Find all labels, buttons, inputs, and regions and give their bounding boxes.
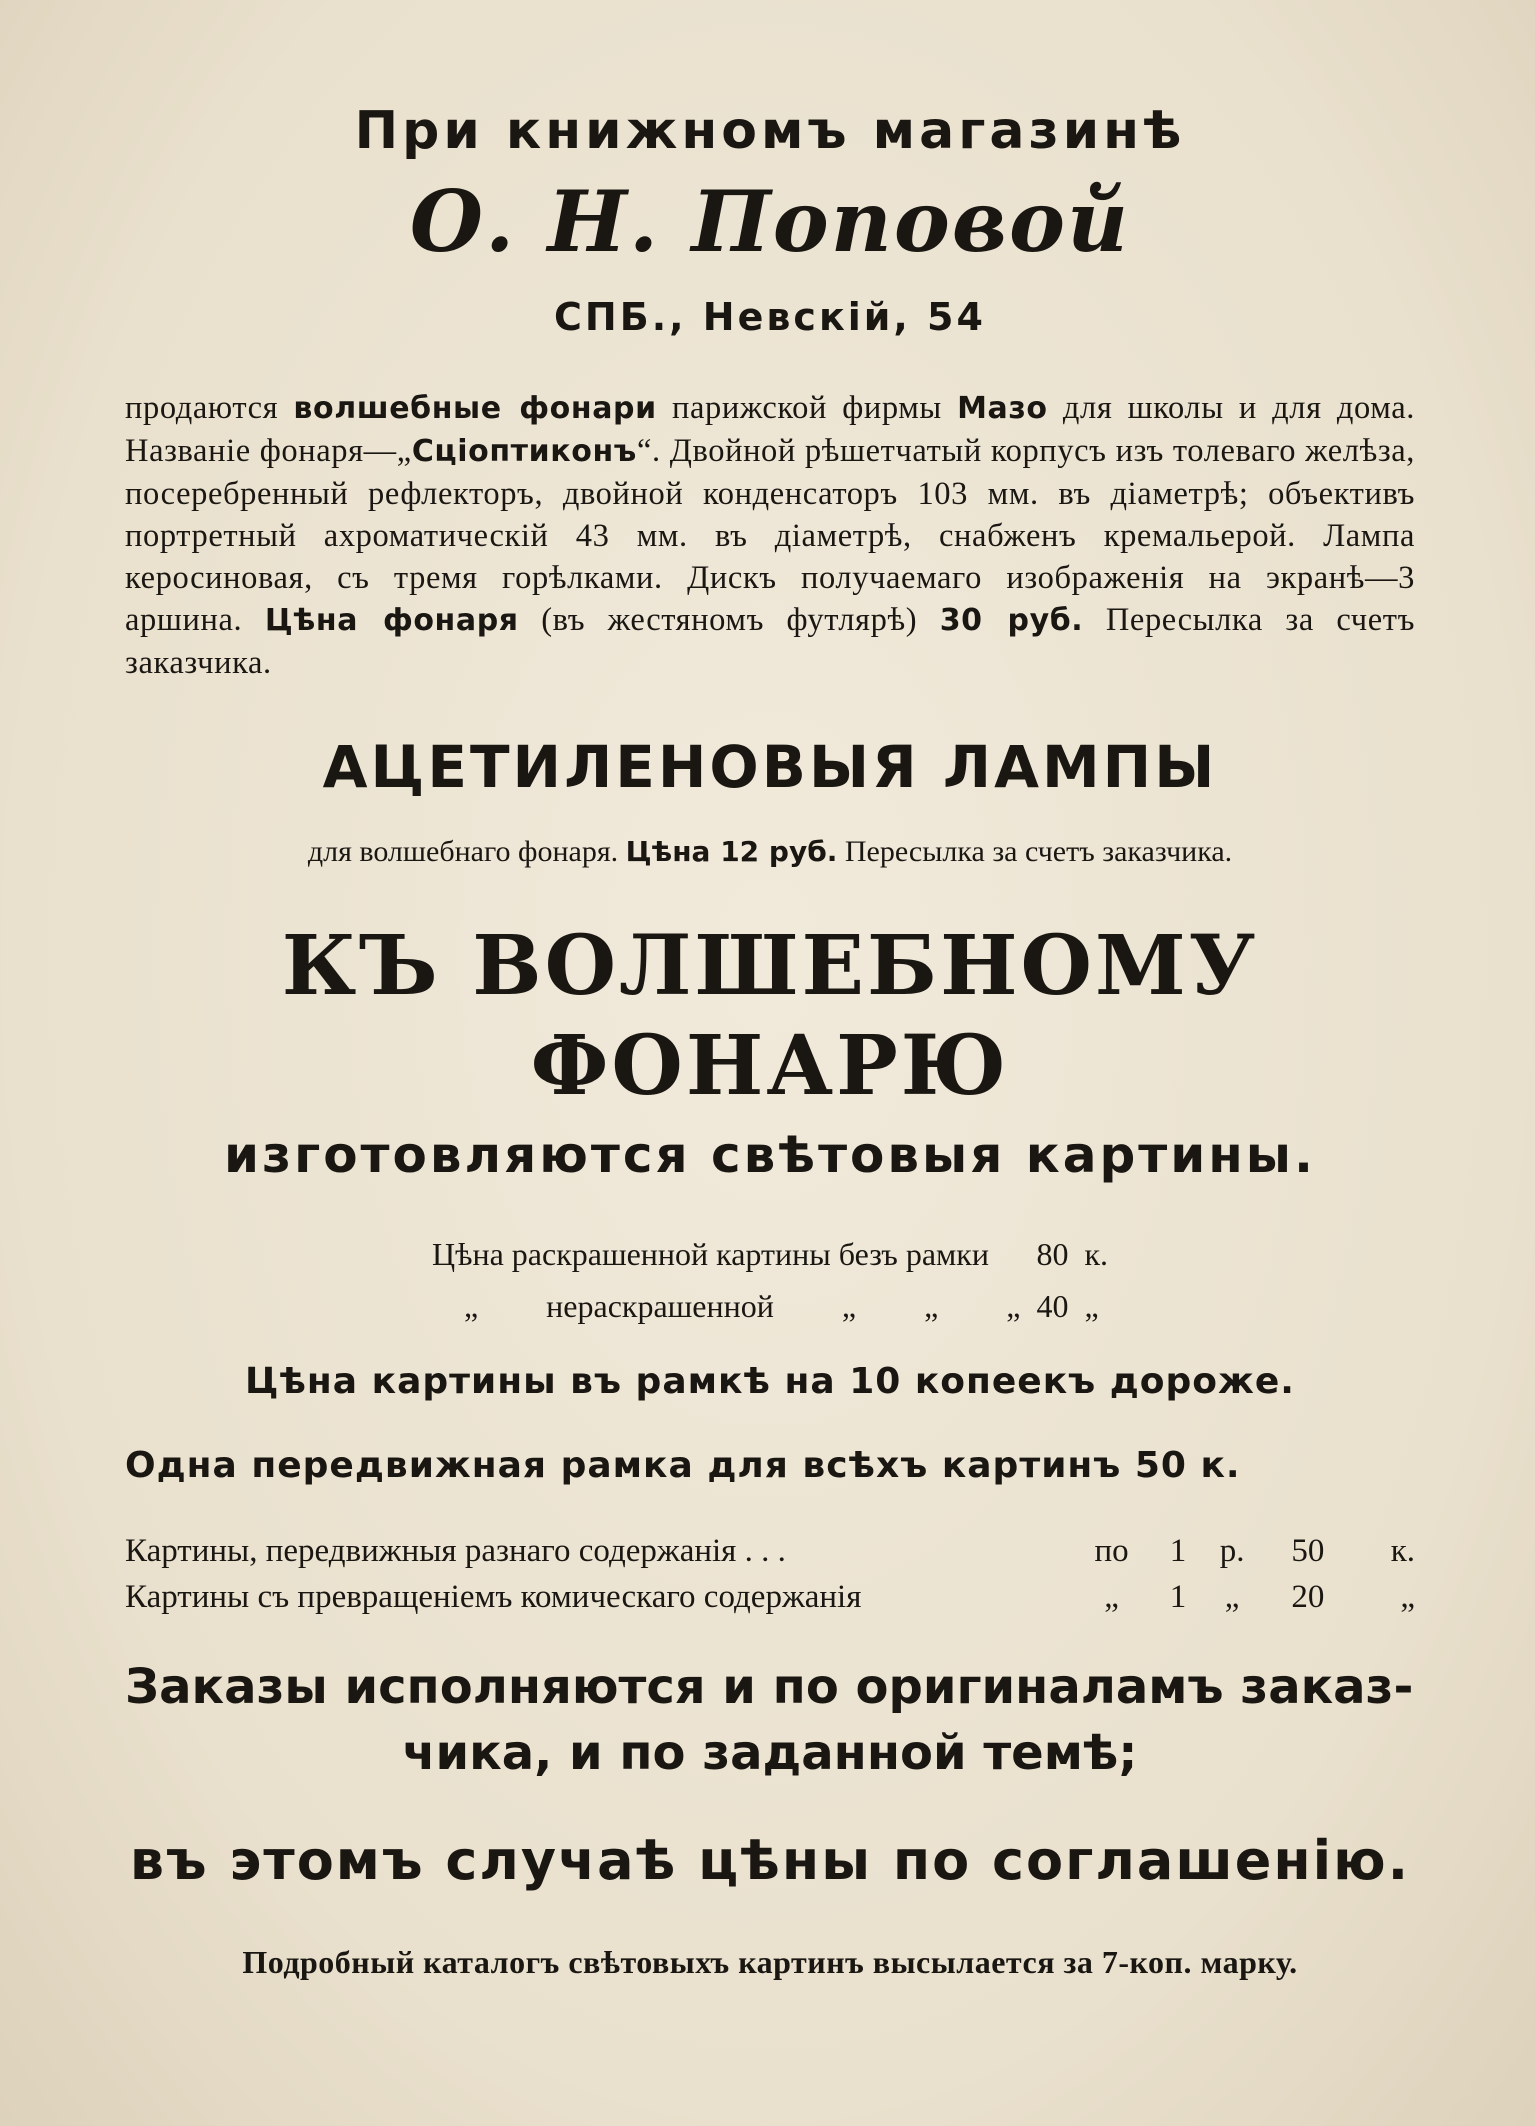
text-span: “. Двойной рѣшетчатый корпусъ изъ толеваго желѣза, посеребренный рефлекторъ, двойной конденсаторъ 103 мм. въ діаметрѣ; объективъ портретный ахроматическій 43 мм. въ діаметрѣ, снабженъ кремальерой. Лампа керосиновая, съ тремя горѣлками. Дискъ получаемаго изображенія на экранѣ—3 аршина.	[125, 433, 1416, 638]
price-unit: „	[1084, 1288, 1099, 1324]
picture-items-table	[125, 1528, 1415, 1620]
bold-span: Цѣна фонаря	[264, 603, 519, 638]
price-label: „ нераскрашенной „ „ „	[463, 1288, 1021, 1324]
price-value: 80	[1036, 1236, 1069, 1272]
shop-address: СПБ., Невскій, 54	[554, 295, 986, 339]
orders-line-2: чика, и по заданной темѣ;	[402, 1725, 1138, 1781]
item-cell: 50	[1291, 1533, 1325, 1569]
item-cell: по	[1094, 1533, 1129, 1569]
text-span: Пересылка за счетъ заказчика.	[837, 835, 1233, 868]
item-label: Картины, передвижныя разнаго содержанія . . .	[125, 1533, 786, 1569]
item-cell: р.	[1219, 1533, 1245, 1569]
price-label: Цѣна раскрашенной картины безъ рамки	[431, 1236, 989, 1272]
pictures-subheading: изготовляются свѣтовыя картины.	[224, 1126, 1316, 1184]
item-cell: 1	[1169, 1533, 1187, 1569]
item-label: Картины съ превращеніемъ комическаго содержанія	[125, 1579, 862, 1615]
catalog-footer: Подробный каталогъ свѣтовыхъ картинъ высылается за 7-коп. марку.	[242, 1944, 1298, 1980]
item-cell: 1	[1169, 1579, 1187, 1615]
picture-price-table	[424, 1228, 1116, 1332]
price-row	[424, 1228, 1116, 1280]
orders-block	[125, 1654, 1415, 1786]
closing-line: въ этомъ случаѣ цѣны по соглашенію.	[129, 1829, 1411, 1892]
acetylene-price-line	[125, 832, 1415, 872]
price-unit: к.	[1084, 1236, 1109, 1272]
moving-frame-note: Одна передвижная рамка для всѣхъ картинъ 50 к.	[125, 1445, 1241, 1486]
shop-owner-name: О. Н. Поповой	[409, 172, 1131, 271]
lantern-description	[125, 387, 1415, 684]
bold-span: Цѣна 12 руб.	[625, 835, 838, 868]
item-cell: „	[1224, 1579, 1240, 1615]
pictures-heading: КЪ ВОЛШЕБНОМУ ФОНАРЮ	[281, 918, 1259, 1114]
header-line: При книжномъ магазинѣ	[354, 101, 1186, 161]
item-cell: 20	[1291, 1579, 1325, 1615]
item-row	[125, 1574, 1415, 1620]
text-span: парижской фирмы	[656, 390, 958, 426]
bold-span: 30 руб.	[939, 603, 1084, 638]
text-span: для школы и для дома. Названіе фонаря—„	[125, 390, 1415, 469]
item-row	[125, 1528, 1415, 1574]
text-span: (въ жестяномъ футлярѣ)	[518, 602, 940, 638]
orders-line-1: Заказы исполняются и по оригиналамъ заказ-	[125, 1659, 1414, 1715]
text-span: Пересылка за счетъ заказчика.	[125, 602, 1415, 681]
item-cell: „	[1104, 1579, 1119, 1615]
acetylene-heading: АЦЕТИЛЕНОВЫЯ ЛАМПЫ	[322, 733, 1218, 801]
bold-span: волшебные фонари	[293, 391, 657, 426]
item-cell: к.	[1390, 1533, 1415, 1569]
frame-price-note: Цѣна картины въ рамкѣ на 10 копеекъ дороже.	[245, 1361, 1295, 1402]
bold-span: Сціоптиконъ	[411, 434, 637, 469]
price-row	[424, 1280, 1116, 1332]
item-cell: „	[1400, 1579, 1415, 1615]
bold-span: Мазо	[957, 391, 1048, 426]
text-span: продаются	[125, 390, 294, 426]
price-value: 40	[1036, 1288, 1069, 1324]
text-span: для волшебнаго фонаря.	[307, 835, 626, 868]
